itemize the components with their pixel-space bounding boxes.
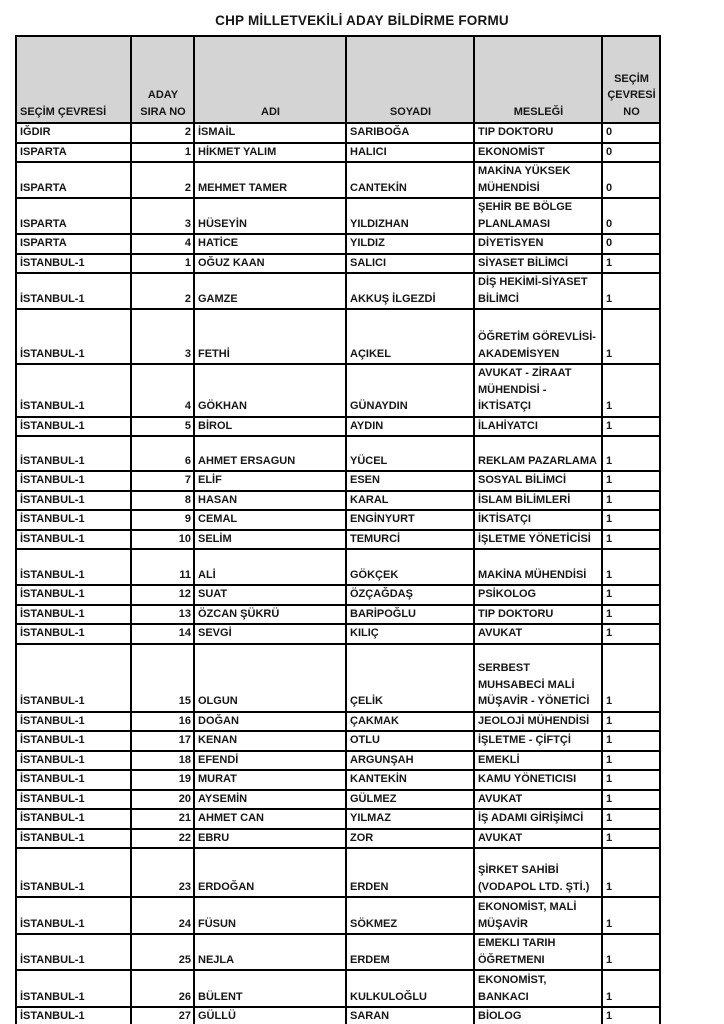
cell-aday-sira-no: 9 <box>131 510 194 530</box>
cell-secim-cevresi-no: 1 <box>602 624 660 644</box>
cell-secim-cevresi-no: 1 <box>602 731 660 751</box>
cell-secim-cevresi-no: 1 <box>602 436 660 471</box>
cell-soyadi: SARIBOĞA <box>346 123 474 143</box>
header-row <box>16 36 660 123</box>
table-row <box>16 712 660 732</box>
cell-meslegi: EKONOMİST, MALİ MÜŞAVİR <box>474 897 602 934</box>
cell-aday-sira-no: 26 <box>131 970 194 1007</box>
cell-meslegi: AVUKAT - ZİRAAT MÜHENDİSİ - İKTİSATÇI <box>474 364 602 417</box>
table-row <box>16 624 660 644</box>
table-row <box>16 198 660 234</box>
column-header-soyadi: SOYADI <box>346 36 474 123</box>
table-row <box>16 829 660 849</box>
cell-secim-cevresi: İSTANBUL-1 <box>16 644 131 712</box>
table-row <box>16 254 660 274</box>
cell-secim-cevresi: İSTANBUL-1 <box>16 897 131 934</box>
table-row <box>16 309 660 364</box>
cell-secim-cevresi: İSTANBUL-1 <box>16 731 131 751</box>
cell-adi: HÜSEYİN <box>194 198 346 234</box>
table-row <box>16 234 660 254</box>
table-row <box>16 530 660 550</box>
cell-soyadi: YILMAZ <box>346 809 474 829</box>
table-row <box>16 471 660 491</box>
cell-meslegi: İSLAM BİLİMLERİ <box>474 491 602 511</box>
column-header-adi: ADI <box>194 36 346 123</box>
cell-secim-cevresi-no: 1 <box>602 644 660 712</box>
cell-secim-cevresi-no: 1 <box>602 491 660 511</box>
cell-secim-cevresi-no: 1 <box>602 417 660 437</box>
table-row <box>16 970 660 1007</box>
cell-soyadi: KANTEKİN <box>346 770 474 790</box>
table-row <box>16 510 660 530</box>
cell-secim-cevresi-no: 1 <box>602 273 660 309</box>
cell-aday-sira-no: 25 <box>131 934 194 970</box>
cell-meslegi: PSİKOLOG <box>474 585 602 605</box>
cell-aday-sira-no: 2 <box>131 123 194 143</box>
cell-meslegi: EKONOMİST, BANKACI <box>474 970 602 1007</box>
cell-adi: SUAT <box>194 585 346 605</box>
cell-soyadi: ERDEM <box>346 934 474 970</box>
table-row <box>16 751 660 771</box>
cell-secim-cevresi: İSTANBUL-1 <box>16 364 131 417</box>
cell-secim-cevresi-no: 1 <box>602 585 660 605</box>
cell-aday-sira-no: 6 <box>131 436 194 471</box>
cell-secim-cevresi-no: 1 <box>602 790 660 810</box>
cell-soyadi: CANTEKİN <box>346 162 474 198</box>
cell-adi: GAMZE <box>194 273 346 309</box>
cell-aday-sira-no: 10 <box>131 530 194 550</box>
cell-secim-cevresi-no: 1 <box>602 770 660 790</box>
cell-meslegi: İŞLETME YÖNETİCİSİ <box>474 530 602 550</box>
table-row <box>16 605 660 625</box>
cell-soyadi: SÖKMEZ <box>346 897 474 934</box>
table-row <box>16 491 660 511</box>
cell-adi: BİROL <box>194 417 346 437</box>
cell-aday-sira-no: 14 <box>131 624 194 644</box>
cell-adi: MURAT <box>194 770 346 790</box>
cell-aday-sira-no: 4 <box>131 364 194 417</box>
cell-aday-sira-no: 21 <box>131 809 194 829</box>
cell-aday-sira-no: 22 <box>131 829 194 849</box>
cell-adi: DOĞAN <box>194 712 346 732</box>
cell-meslegi: TIP DOKTORU <box>474 123 602 143</box>
cell-secim-cevresi-no: 1 <box>602 364 660 417</box>
table-row <box>16 897 660 934</box>
cell-meslegi: İLAHİYATCI <box>474 417 602 437</box>
cell-aday-sira-no: 12 <box>131 585 194 605</box>
cell-secim-cevresi: ISPARTA <box>16 198 131 234</box>
cell-meslegi: REKLAM PAZARLAMA <box>474 436 602 471</box>
cell-adi: BÜLENT <box>194 970 346 1007</box>
cell-soyadi: TEMURCİ <box>346 530 474 550</box>
cell-secim-cevresi: İSTANBUL-1 <box>16 934 131 970</box>
cell-secim-cevresi: İSTANBUL-1 <box>16 530 131 550</box>
cell-adi: SELİM <box>194 530 346 550</box>
cell-secim-cevresi-no: 1 <box>602 829 660 849</box>
column-header-meslegi: MESLEĞİ <box>474 36 602 123</box>
table-row <box>16 1007 660 1024</box>
cell-adi: SEVGİ <box>194 624 346 644</box>
cell-secim-cevresi-no: 0 <box>602 162 660 198</box>
cell-aday-sira-no: 1 <box>131 143 194 163</box>
cell-secim-cevresi: İSTANBUL-1 <box>16 273 131 309</box>
cell-secim-cevresi-no: 1 <box>602 848 660 897</box>
cell-aday-sira-no: 11 <box>131 549 194 585</box>
cell-secim-cevresi: İSTANBUL-1 <box>16 471 131 491</box>
cell-secim-cevresi-no: 1 <box>602 809 660 829</box>
table-row <box>16 770 660 790</box>
cell-secim-cevresi: İSTANBUL-1 <box>16 770 131 790</box>
cell-adi: AHMET CAN <box>194 809 346 829</box>
cell-secim-cevresi-no: 1 <box>602 934 660 970</box>
cell-secim-cevresi: IĞDIR <box>16 123 131 143</box>
table-row <box>16 809 660 829</box>
cell-aday-sira-no: 1 <box>131 254 194 274</box>
cell-aday-sira-no: 15 <box>131 644 194 712</box>
cell-soyadi: SALICI <box>346 254 474 274</box>
cell-adi: HİKMET YALIM <box>194 143 346 163</box>
cell-adi: HASAN <box>194 491 346 511</box>
cell-secim-cevresi-no: 1 <box>602 751 660 771</box>
cell-meslegi: AVUKAT <box>474 790 602 810</box>
cell-secim-cevresi: İSTANBUL-1 <box>16 605 131 625</box>
cell-meslegi: İŞLETME - ÇİFTÇİ <box>474 731 602 751</box>
cell-secim-cevresi-no: 1 <box>602 471 660 491</box>
cell-meslegi: SERBEST MUHSABECİ MALİ MÜŞAVİR - YÖNETİCİ <box>474 644 602 712</box>
cell-adi: FETHİ <box>194 309 346 364</box>
cell-soyadi: ÖZÇAĞDAŞ <box>346 585 474 605</box>
cell-adi: CEMAL <box>194 510 346 530</box>
cell-secim-cevresi: İSTANBUL-1 <box>16 491 131 511</box>
cell-aday-sira-no: 16 <box>131 712 194 732</box>
cell-secim-cevresi-no: 1 <box>602 970 660 1007</box>
cell-aday-sira-no: 23 <box>131 848 194 897</box>
column-header-secim-cevresi-no: SEÇİM ÇEVRESİ NO <box>602 36 660 123</box>
cell-adi: KENAN <box>194 731 346 751</box>
cell-meslegi: SOSYAL BİLİMCİ <box>474 471 602 491</box>
cell-aday-sira-no: 3 <box>131 309 194 364</box>
cell-soyadi: YILDIZ <box>346 234 474 254</box>
cell-secim-cevresi: İSTANBUL-1 <box>16 510 131 530</box>
cell-adi: ELİF <box>194 471 346 491</box>
cell-meslegi: ŞEHİR BE BÖLGE PLANLAMASI <box>474 198 602 234</box>
cell-secim-cevresi: İSTANBUL-1 <box>16 970 131 1007</box>
cell-secim-cevresi-no: 1 <box>602 1007 660 1024</box>
cell-secim-cevresi-no: 0 <box>602 198 660 234</box>
cell-meslegi: MAKİNA MÜHENDİSİ <box>474 549 602 585</box>
cell-aday-sira-no: 8 <box>131 491 194 511</box>
cell-secim-cevresi: İSTANBUL-1 <box>16 1007 131 1024</box>
candidates-table <box>15 35 661 1024</box>
table-row <box>16 436 660 471</box>
cell-meslegi: BİOLOG <box>474 1007 602 1024</box>
cell-soyadi: BARİPOĞLU <box>346 605 474 625</box>
cell-soyadi: GÜLMEZ <box>346 790 474 810</box>
cell-secim-cevresi-no: 1 <box>602 254 660 274</box>
cell-secim-cevresi: İSTANBUL-1 <box>16 254 131 274</box>
cell-meslegi: KAMU YÖNETICISI <box>474 770 602 790</box>
cell-secim-cevresi: ISPARTA <box>16 234 131 254</box>
cell-adi: ERDOĞAN <box>194 848 346 897</box>
cell-secim-cevresi: İSTANBUL-1 <box>16 712 131 732</box>
table-row <box>16 848 660 897</box>
cell-soyadi: KILIÇ <box>346 624 474 644</box>
cell-secim-cevresi: İSTANBUL-1 <box>16 624 131 644</box>
cell-secim-cevresi: İSTANBUL-1 <box>16 848 131 897</box>
cell-secim-cevresi-no: 0 <box>602 123 660 143</box>
cell-meslegi: DİŞ HEKİMİ-SİYASET BİLİMCİ <box>474 273 602 309</box>
cell-soyadi: AÇIKEL <box>346 309 474 364</box>
table-row <box>16 790 660 810</box>
cell-secim-cevresi: İSTANBUL-1 <box>16 417 131 437</box>
table-row <box>16 123 660 143</box>
cell-adi: GÜLLÜ <box>194 1007 346 1024</box>
cell-meslegi: ÖĞRETİM GÖREVLİSİ-AKADEMİSYEN <box>474 309 602 364</box>
cell-secim-cevresi-no: 1 <box>602 897 660 934</box>
cell-soyadi: ARGUNŞAH <box>346 751 474 771</box>
cell-soyadi: GÖKÇEK <box>346 549 474 585</box>
cell-secim-cevresi: İSTANBUL-1 <box>16 585 131 605</box>
cell-secim-cevresi-no: 0 <box>602 234 660 254</box>
cell-soyadi: ZOR <box>346 829 474 849</box>
cell-adi: GÖKHAN <box>194 364 346 417</box>
cell-secim-cevresi-no: 1 <box>602 549 660 585</box>
cell-adi: FÜSUN <box>194 897 346 934</box>
cell-secim-cevresi-no: 1 <box>602 530 660 550</box>
cell-secim-cevresi: ISPARTA <box>16 143 131 163</box>
cell-aday-sira-no: 2 <box>131 162 194 198</box>
cell-meslegi: AVUKAT <box>474 624 602 644</box>
cell-soyadi: ENGİNYURT <box>346 510 474 530</box>
cell-aday-sira-no: 27 <box>131 1007 194 1024</box>
cell-secim-cevresi-no: 1 <box>602 712 660 732</box>
table-row <box>16 644 660 712</box>
cell-secim-cevresi: İSTANBUL-1 <box>16 751 131 771</box>
cell-soyadi: ERDEN <box>346 848 474 897</box>
cell-soyadi: ÇAKMAK <box>346 712 474 732</box>
cell-soyadi: AYDIN <box>346 417 474 437</box>
cell-meslegi: TIP DOKTORU <box>474 605 602 625</box>
table-row <box>16 731 660 751</box>
cell-meslegi: AVUKAT <box>474 829 602 849</box>
cell-meslegi: EKONOMİST <box>474 143 602 163</box>
cell-adi: NEJLA <box>194 934 346 970</box>
column-header-aday-sira-no: ADAY SIRA NO <box>131 36 194 123</box>
cell-secim-cevresi: İSTANBUL-1 <box>16 549 131 585</box>
cell-secim-cevresi-no: 1 <box>602 510 660 530</box>
cell-secim-cevresi-no: 1 <box>602 605 660 625</box>
cell-aday-sira-no: 20 <box>131 790 194 810</box>
cell-secim-cevresi: İSTANBUL-1 <box>16 809 131 829</box>
cell-meslegi: MAKİNA YÜKSEK MÜHENDİSİ <box>474 162 602 198</box>
cell-adi: AYSEMİN <box>194 790 346 810</box>
cell-meslegi: EMEKLI TARIH ÖĞRETMENI <box>474 934 602 970</box>
cell-soyadi: KULKULOĞLU <box>346 970 474 1007</box>
cell-soyadi: ÇELİK <box>346 644 474 712</box>
cell-soyadi: GÜNAYDIN <box>346 364 474 417</box>
cell-adi: ÖZCAN ŞÜKRÜ <box>194 605 346 625</box>
cell-adi: AHMET ERSAGUN <box>194 436 346 471</box>
cell-aday-sira-no: 4 <box>131 234 194 254</box>
cell-adi: OĞUZ KAAN <box>194 254 346 274</box>
cell-soyadi: HALICI <box>346 143 474 163</box>
table-row <box>16 364 660 417</box>
cell-meslegi: İŞ ADAMI GİRİŞİMCİ <box>474 809 602 829</box>
table-row <box>16 549 660 585</box>
cell-adi: İSMAİL <box>194 123 346 143</box>
cell-secim-cevresi-no: 1 <box>602 309 660 364</box>
cell-adi: EBRU <box>194 829 346 849</box>
cell-meslegi: SİYASET BİLİMCİ <box>474 254 602 274</box>
table-row <box>16 417 660 437</box>
cell-adi: EFENDİ <box>194 751 346 771</box>
form-title: CHP MİLLETVEKİLİ ADAY BİLDİRME FORMU <box>215 13 509 28</box>
cell-aday-sira-no: 3 <box>131 198 194 234</box>
cell-soyadi: KARAL <box>346 491 474 511</box>
cell-secim-cevresi: İSTANBUL-1 <box>16 790 131 810</box>
cell-secim-cevresi: İSTANBUL-1 <box>16 829 131 849</box>
table-row <box>16 934 660 970</box>
table-row <box>16 143 660 163</box>
cell-soyadi: ESEN <box>346 471 474 491</box>
cell-adi: MEHMET TAMER <box>194 162 346 198</box>
cell-soyadi: SARAN <box>346 1007 474 1024</box>
cell-adi: ALİ <box>194 549 346 585</box>
table-body <box>16 123 660 1024</box>
cell-soyadi: OTLU <box>346 731 474 751</box>
cell-aday-sira-no: 7 <box>131 471 194 491</box>
cell-adi: HATİCE <box>194 234 346 254</box>
cell-meslegi: ŞİRKET SAHİBİ (VODAPOL LTD. ŞTİ.) <box>474 848 602 897</box>
table-row <box>16 162 660 198</box>
cell-soyadi: AKKUŞ İLGEZDİ <box>346 273 474 309</box>
cell-meslegi: DİYETİSYEN <box>474 234 602 254</box>
cell-meslegi: EMEKLİ <box>474 751 602 771</box>
cell-aday-sira-no: 24 <box>131 897 194 934</box>
column-header-secim-cevresi: SEÇİM ÇEVRESİ <box>16 36 131 123</box>
cell-meslegi: JEOLOJİ MÜHENDİSİ <box>474 712 602 732</box>
cell-aday-sira-no: 19 <box>131 770 194 790</box>
cell-soyadi: YÜCEL <box>346 436 474 471</box>
cell-adi: OLGUN <box>194 644 346 712</box>
cell-aday-sira-no: 13 <box>131 605 194 625</box>
cell-soyadi: YILDIZHAN <box>346 198 474 234</box>
table-row <box>16 273 660 309</box>
cell-aday-sira-no: 5 <box>131 417 194 437</box>
table-row <box>16 585 660 605</box>
cell-secim-cevresi: ISPARTA <box>16 162 131 198</box>
cell-secim-cevresi: İSTANBUL-1 <box>16 309 131 364</box>
cell-aday-sira-no: 18 <box>131 751 194 771</box>
cell-secim-cevresi-no: 0 <box>602 143 660 163</box>
cell-aday-sira-no: 2 <box>131 273 194 309</box>
cell-meslegi: İKTİSATÇI <box>474 510 602 530</box>
cell-aday-sira-no: 17 <box>131 731 194 751</box>
cell-secim-cevresi: İSTANBUL-1 <box>16 436 131 471</box>
